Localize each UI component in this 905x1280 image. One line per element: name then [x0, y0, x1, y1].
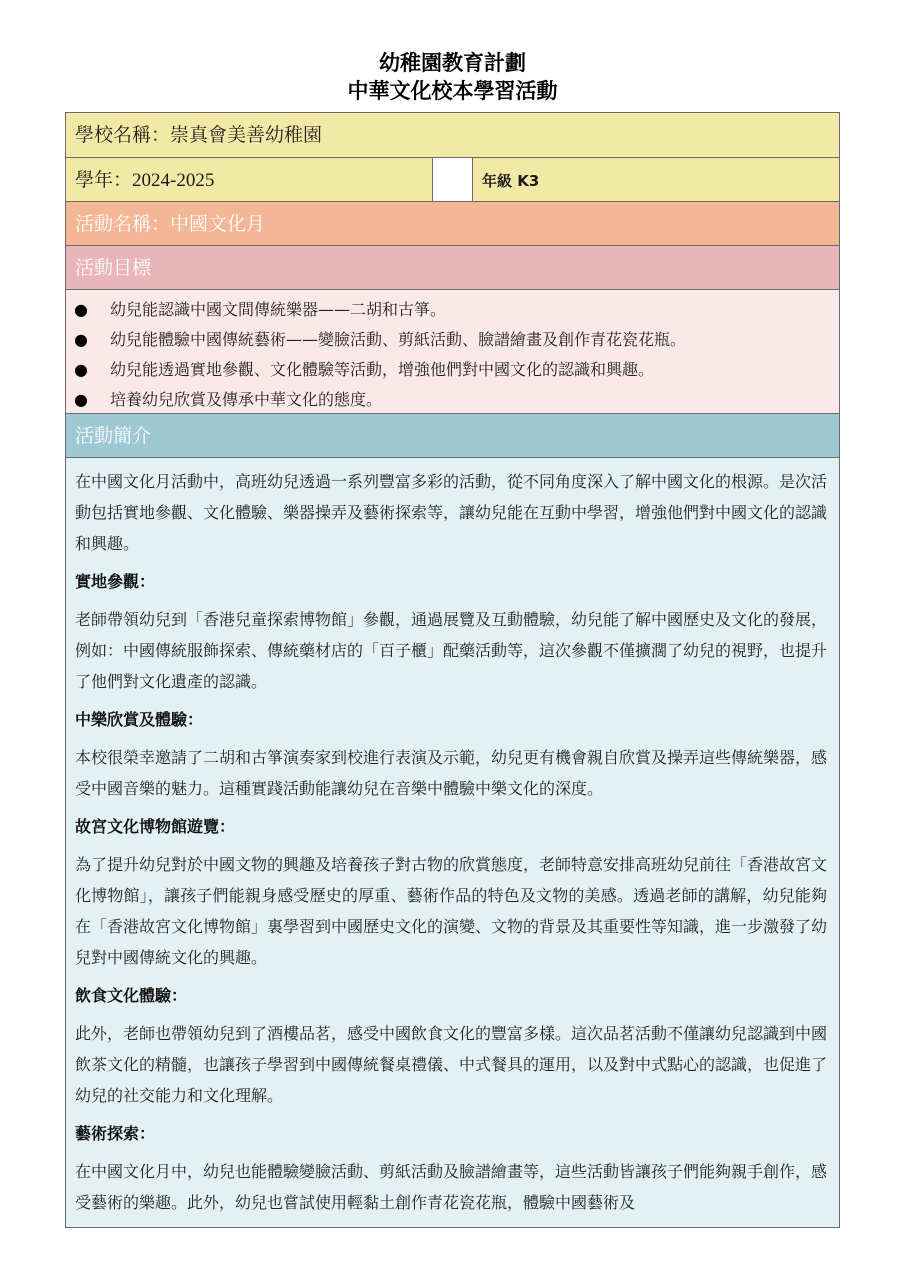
section-title-art-exploration: 藝術探索： [75, 1124, 156, 1143]
bullet-icon: ● [74, 360, 88, 379]
intro-heading-row [66, 414, 839, 458]
activity-name-label: 活動名稱：中國文化月 [75, 213, 266, 235]
goal-text: 幼兒能體驗中國傳統藝術——變臉活動、剪紙活動、臉譜繪畫及創作青花瓷花瓶。 [110, 330, 687, 349]
blank-cell [433, 158, 473, 201]
school-year-cell [66, 158, 433, 201]
intro-body-row [66, 458, 839, 1228]
section-title-palace-museum: 故宮文化博物館遊覽： [75, 817, 236, 836]
plan-table [65, 112, 840, 1228]
document-subtitle: 中華文化校本學習活動 [347, 79, 558, 103]
intro-body [75, 466, 827, 1225]
section-text-chinese-music: 本校很榮幸邀請了二胡和古箏演奏家到校進行表演及示範，幼兒更有機會親自欣賞及操弄這些傳統樂器，感受中國音樂的魅力。這種實踐活動能讓幼兒在音樂中體驗中樂文化的深度。 [75, 748, 828, 798]
grade-cell [473, 158, 839, 201]
section-title-food-culture: 飲食文化體驗： [75, 986, 188, 1005]
school-year-text [75, 168, 214, 193]
grade-label: 年級 K3 [482, 172, 540, 190]
goals-heading: 活動目標 [75, 257, 152, 279]
goals-heading-row [66, 246, 839, 290]
document-title: 幼稚園教育計劃 [379, 51, 526, 75]
section-text-art-exploration: 在中國文化月中，幼兒也能體驗變臉活動、剪紙活動及臉譜繪畫等，這些活動皆讓孩子們能夠親手創作，感受藝術的樂趣。此外，幼兒也嘗試使用輕黏土創作青花瓷花瓶，體驗中國藝術及 [75, 1162, 828, 1212]
bullet-icon: ● [74, 300, 88, 319]
bullet-icon: ● [74, 390, 88, 409]
school-year-value: 2024-2025 [132, 170, 215, 191]
section-title-chinese-music: 中樂欣賞及體驗： [75, 710, 204, 729]
goal-text: 幼兒能透過實地參觀、文化體驗等活動，增強他們對中國文化的認識和興趣。 [110, 360, 655, 379]
school-name-label: 學校名稱：崇真會美善幼稚園 [75, 124, 323, 146]
school-year-label: 學年： [75, 169, 133, 191]
goal-text: 幼兒能認識中國文間傳統樂器——二胡和古箏。 [110, 300, 447, 319]
school-year-row [66, 158, 839, 202]
bullet-icon: ● [74, 330, 88, 349]
activity-name-row [66, 202, 839, 246]
list-item [66, 325, 839, 355]
list-item [66, 295, 839, 325]
list-item [66, 355, 839, 385]
section-text-palace-museum: 為了提升幼兒對於中國文物的興趣及培養孩子對古物的欣賞態度，老師特意安排高班幼兒前往「香港故宮文化博物館」，讓孩子們能親身感受歷史的厚重、藝術作品的特色及文物的美感。透過老師的講解，幼兒能夠在「香港故宮文化博物館」裏學習到中國歷史文化的演變、文物的背景及其重要性等知識，進一步激發了幼兒對中國傳統文化的興趣。 [75, 855, 828, 967]
list-item [66, 385, 839, 415]
school-name-row [66, 113, 839, 158]
intro-heading: 活動簡介 [75, 425, 152, 447]
section-title-field-visit: 實地參觀： [75, 572, 156, 591]
goals-list-row [66, 290, 839, 414]
section-text-food-culture: 此外，老師也帶領幼兒到了酒樓品茗，感受中國飲食文化的豐富多樣。這次品茗活動不僅讓幼兒認識到中國飲茶文化的精髓，也讓孩子學習到中國傳統餐桌禮儀、中式餐具的運用，以及對中式點心的認識，也促進了幼兒的社交能力和文化理解。 [75, 1024, 828, 1105]
goals-list [66, 295, 839, 415]
goal-text: 培養幼兒欣賞及傳承中華文化的態度。 [110, 390, 383, 409]
intro-paragraph: 在中國文化月活動中，高班幼兒透過一系列豐富多彩的活動，從不同角度深入了解中國文化的根源。是次活動包括實地參觀、文化體驗、樂器操弄及藝術探索等，讓幼兒能在互動中學習，增強他們對中國文化的認識和興趣。 [75, 472, 828, 553]
section-text-field-visit: 老師帶領幼兒到「香港兒童探索博物館」參觀，通過展覽及互動體驗，幼兒能了解中國歷史及文化的發展，例如：中國傳統服飾探索、傳統藥材店的「百子櫃」配藥活動等，這次參觀不僅擴濶了幼兒的視野，也提升了他們對文化遺產的認識。 [75, 610, 828, 691]
